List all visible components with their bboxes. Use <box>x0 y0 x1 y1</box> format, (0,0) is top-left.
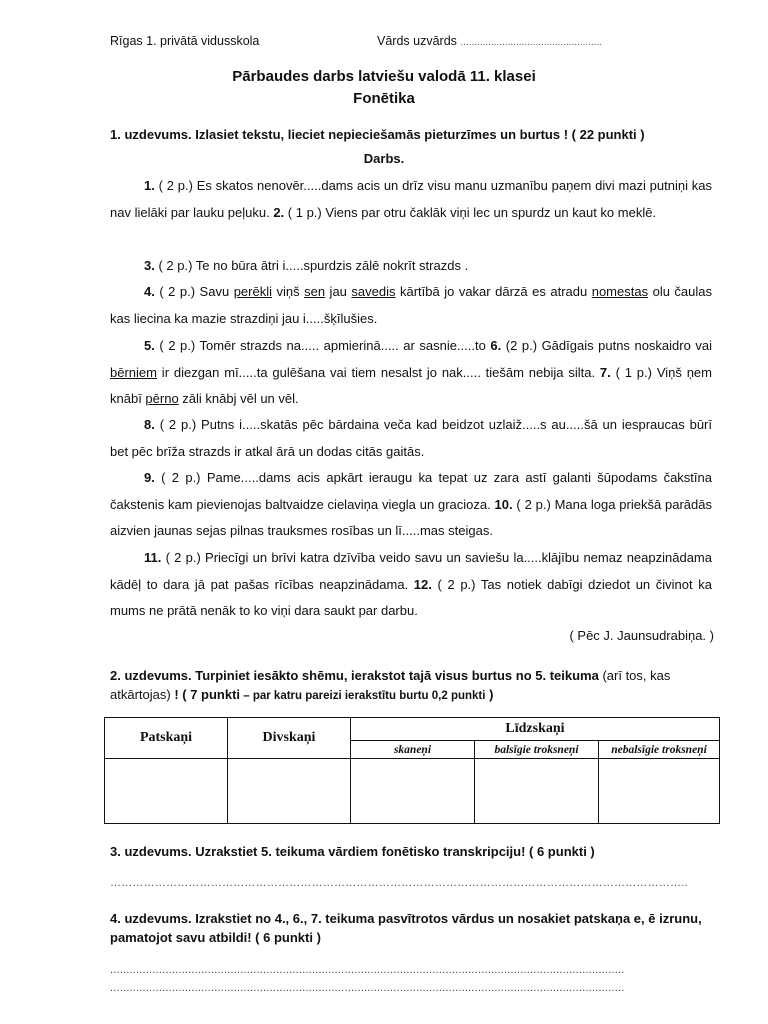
text-source: ( Pēc J. Jaunsudrabiņa. ) <box>569 628 714 643</box>
doc-subtitle: Fonētika <box>353 90 415 107</box>
sentence-8: ( 2 p.) Putns i.....skatās pēc bārdaina veča kad beidzot uzlaiž.....s au.....šā un iespraucas būrī bet pēc brīža strazds ir atkal ārā un dodas citās gaitās. <box>110 417 712 459</box>
sentence-8-num: 8. <box>144 417 155 432</box>
task2-heading-note: (arī tos, kas atkārtojas) <box>110 668 671 702</box>
answer-line[interactable]: ……………………………………………………………………………………………………………………………………….. <box>110 877 688 889</box>
task3-heading: 3. uzdevums. Uzrakstiet 5. teikuma vārdiem fonētisko transkripciju! ( 6 punkti ) <box>110 844 595 859</box>
paragraph-1-2 <box>110 173 712 226</box>
sentence-12: ( 2 p.) Tas notiek dabīgi dziedot un čivinot ka mums ne prātā nenāk to ko viņi dara saukt par darbu. <box>110 576 712 618</box>
task4-heading: 4. uzdevums. Izrakstiet no 4., 6., 7. teikuma pasvītrotos vārdus un nosakiet patskaņa e, ē izrunu, pamatojot savu atbildi! ( 6 punkti ) <box>110 911 702 945</box>
underlined-word: perēkli <box>233 284 272 299</box>
name-dots: ................................................... <box>460 37 603 48</box>
answer-cell-sonorants[interactable] <box>351 759 475 824</box>
sentence-6-part: (2 p.) Gādīgais putns noskaidro vai <box>501 338 712 353</box>
subcol-sonorants: skaneņi <box>351 741 475 759</box>
subcol-voiceless: nebalsīgie troksneņi <box>599 741 720 759</box>
underlined-word: bērniem <box>110 364 157 380</box>
name-label: Vārds uzvārds <box>377 34 457 48</box>
task2-heading-points: ! ( 7 punkti <box>170 687 241 702</box>
paragraph-3 <box>110 253 712 280</box>
sentence-10: ( 2 p.) Mana loga priekšā parādās aizvien jaunas sejas pilnas trauksmes rosības un lī.....mas steigas. <box>110 496 712 538</box>
sentence-2-num: 2. <box>273 204 285 220</box>
task2-heading-scoring: – par katru pareizi ierakstītu burtu 0,2 punkti <box>240 690 486 702</box>
sentence-7-num: 7. <box>599 364 611 380</box>
paragraph-4 <box>110 279 712 332</box>
sentence-9: ( 2 p.) Pame.....dams acis apkārt ieraugu ka tepat uz zara astī galanti šūpodams čakstīna čakstenis kam pievienojas baltvaidze cielaviņa viegla un gracioza. <box>110 470 712 512</box>
col-vowels: Patskaņi <box>105 718 228 759</box>
sentence-1: ( 2 p.) Es skatos nenovēr.....dams acis un drīz visu manu uzmanību paņem divi mazi putniņi kas nav lielāki par lauku peļuku. <box>110 178 712 220</box>
sentence-6-part: ir diezgan mī.....ta gulēšana vai tiem nesalst jo nak..... tiešām nebija silta. <box>156 364 600 380</box>
col-diphthongs: Divskaņi <box>228 718 351 759</box>
paragraph-9-10 <box>110 465 712 545</box>
sentence-7-part: zāli knābj vēl un vēl. <box>178 391 299 406</box>
sentence-2: ( 1 p.) Viens par otru čaklāk viņi lec un spurdz un kaut ko meklē. <box>284 204 657 220</box>
task2-heading-close: ) <box>485 687 494 702</box>
sentence-12-num: 12. <box>413 576 432 592</box>
paragraph-11-12 <box>110 545 712 625</box>
sentence-4-num: 4. <box>144 284 155 299</box>
col-consonants: Līdzskaņi <box>351 718 720 741</box>
subcol-voiced: balsīgie troksneņi <box>475 741 599 759</box>
underlined-word: sen <box>304 284 326 299</box>
sentence-4-part: ( 2 p.) Savu <box>154 284 234 299</box>
task1-heading: 1. uzdevums. Izlasiet tekstu, lieciet nepieciešamās pieturzīmes un burtus ! ( 22 punkti ) <box>110 127 645 142</box>
underlined-word: pērno <box>145 391 179 406</box>
task2-heading <box>110 666 712 706</box>
sentence-1-num: 1. <box>144 178 155 193</box>
answer-cell-vowels[interactable] <box>105 759 228 824</box>
answer-cell-voiced[interactable] <box>475 759 599 824</box>
paragraph-8 <box>110 412 712 465</box>
answer-cell-diphthongs[interactable] <box>228 759 351 824</box>
sentence-4-part: olu čaulas kas liecina ka mazie strazdiņi jau i.....šķīlušies. <box>110 284 713 326</box>
underlined-word: nomestas <box>591 284 649 299</box>
text-title: Darbs. <box>363 151 405 166</box>
sentence-4-part: jau <box>325 284 352 299</box>
sentence-11-num: 11. <box>144 550 162 565</box>
sound-scheme-table <box>104 717 720 824</box>
name-field <box>377 34 602 48</box>
doc-title: Pārbaudes darbs latviešu valodā 11. klasei <box>232 68 536 85</box>
school-name: Rīgas 1. privātā vidusskola <box>110 34 260 48</box>
task2-heading-main: 2. uzdevums. Turpiniet iesākto shēmu, ierakstot tajā visus burtus no 5. teikuma <box>110 668 599 683</box>
answer-line[interactable]: .............................................................................................................................................................. <box>110 982 625 994</box>
answer-cell-voiceless[interactable] <box>599 759 720 824</box>
sentence-4-part: viņš <box>271 284 305 299</box>
sentence-9-num: 9. <box>144 470 155 485</box>
sentence-10-num: 10. <box>494 496 513 512</box>
underlined-word: savedis <box>351 284 396 299</box>
answer-line[interactable]: .............................................................................................................................................................. <box>110 964 625 976</box>
sentence-3-num: 3. <box>144 258 155 273</box>
sentence-6-num: 6. <box>490 338 502 353</box>
sentence-3: ( 2 p.) Te no būra ātri i.....spurdzis zālē nokrīt strazds . <box>154 258 469 273</box>
sentence-5-num: 5. <box>144 338 155 353</box>
paragraph-5-7 <box>110 333 712 413</box>
sentence-4-part: kārtībā jo vakar dārzā es atradu <box>395 284 592 299</box>
sentence-5: ( 2 p.) Tomēr strazds na..... apmierinā..... ar sasnie.....to <box>154 338 491 353</box>
sentence-11: ( 2 p.) Priecīgi un brīvi katra dzīvība veido savu un saviešu la.....klājību nemaz neapzinādama kādēļ to dara jā pat pašas rīcības neapzinādama. <box>110 550 712 592</box>
sentence-7-part: ( 1 p.) Viņš ņem knābī <box>110 364 712 406</box>
